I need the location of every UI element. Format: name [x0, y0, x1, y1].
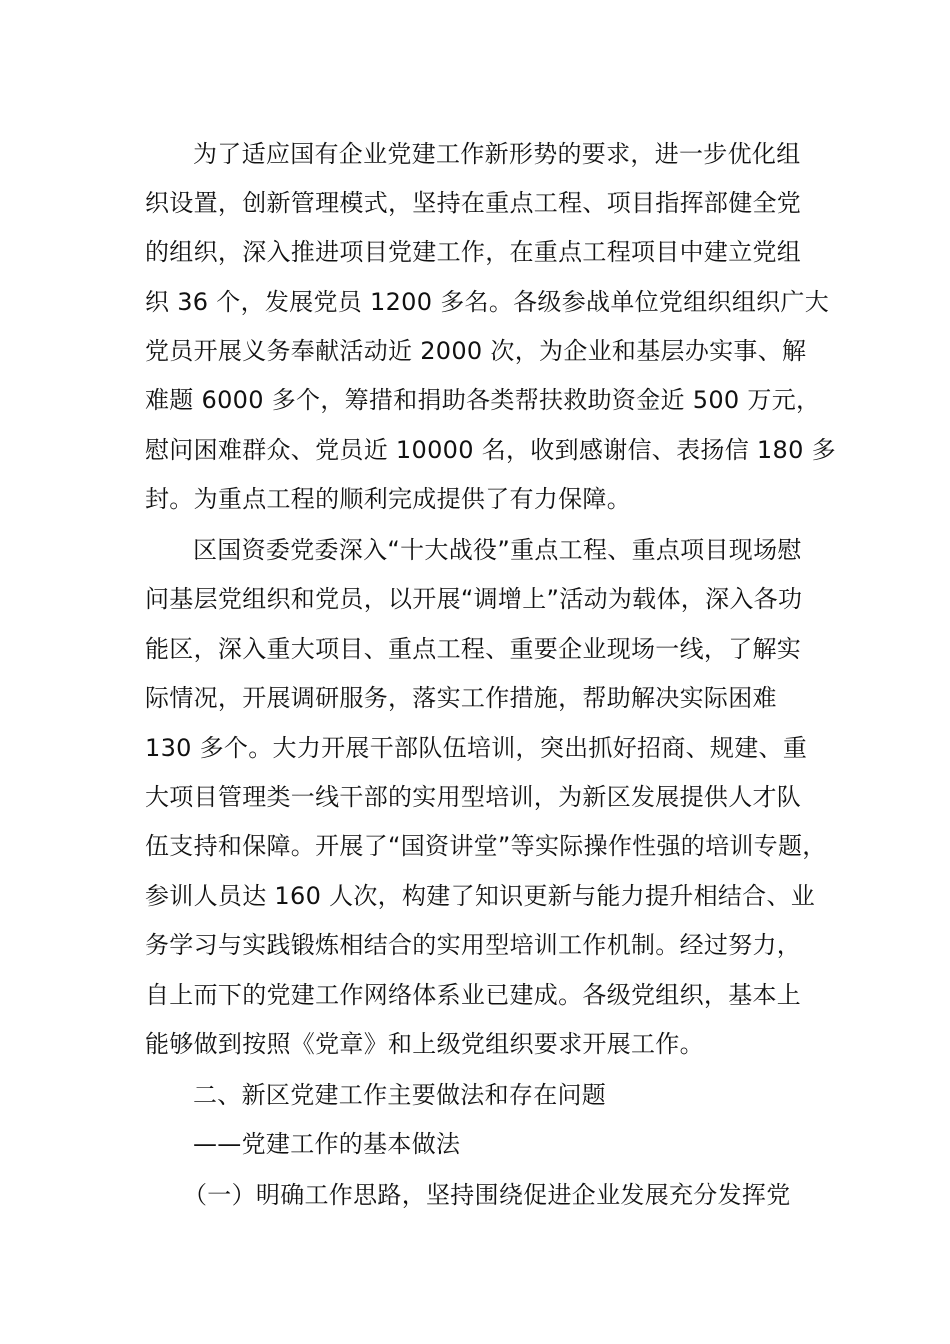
- paragraph-2-line-6: 大项目管理类一线干部的实用型培训，为新区发展提供人才队: [145, 783, 802, 811]
- paragraph-1-line-5: 党员开展义务奉献活动近 2000 次，为企业和基层办实事、解: [145, 337, 807, 365]
- paragraph-2-line-11: 能够做到按照《党章》和上级党组织要求开展工作。: [145, 1030, 704, 1058]
- paragraph-2-line-8: 参训人员达 160 人次，构建了知识更新与能力提升相结合、业: [145, 882, 816, 910]
- paragraph-1-line-6: 难题 6000 多个，筹措和捐助各类帮扶救助资金近 500 万元，: [145, 386, 821, 414]
- paragraph-2-line-4: 际情况，开展调研服务，落实工作措施，帮助解决实际困难: [145, 684, 777, 712]
- paragraph-2-line-2: 问基层党组织和党员，以开展“调增上”活动为载体，深入各功: [145, 585, 803, 613]
- paragraph-1-line-7: 慰问困难群众、党员近 10000 名，收到感谢信、表扬信 180 多: [145, 436, 836, 464]
- paragraph-2-line-5: 130 多个。大力开展干部队伍培训，突出抓好招商、规建、重: [145, 734, 808, 762]
- paragraph-1-line-2: 织设置，创新管理模式，坚持在重点工程、项目指挥部健全党: [145, 189, 802, 217]
- item-1-line-1: （一）明确工作思路，坚持围绕促进企业发展充分发挥党: [183, 1181, 791, 1209]
- subheading: ——党建工作的基本做法: [193, 1130, 461, 1158]
- paragraph-1-line-4: 织 36 个，发展党员 1200 多名。各级参战单位党组织组织广大: [145, 288, 830, 316]
- paragraph-1-line-3: 的组织，深入推进项目党建工作，在重点工程项目中建立党组: [145, 238, 802, 266]
- paragraph-2-line-7: 伍支持和保障。开展了“国资讲堂”等实际操作性强的培训专题，: [145, 832, 827, 860]
- paragraph-2-line-3: 能区，深入重大项目、重点工程、重要企业现场一线，了解实: [145, 635, 802, 663]
- paragraph-1-line-8: 封。为重点工程的顺利完成提供了有力保障。: [145, 485, 631, 513]
- paragraph-2-line-1: 区国资委党委深入“十大战役”重点工程、重点项目现场慰: [193, 536, 802, 564]
- paragraph-2-line-10: 自上而下的党建工作网络体系业已建成。各级党组织，基本上: [145, 981, 802, 1009]
- section-heading: 二、新区党建工作主要做法和存在问题: [193, 1081, 607, 1109]
- paragraph-2-line-9: 务学习与实践锻炼相结合的实用型培训工作机制。经过努力，: [145, 931, 802, 959]
- paragraph-1-line-1: 为了适应国有企业党建工作新形势的要求，进一步优化组: [193, 140, 801, 168]
